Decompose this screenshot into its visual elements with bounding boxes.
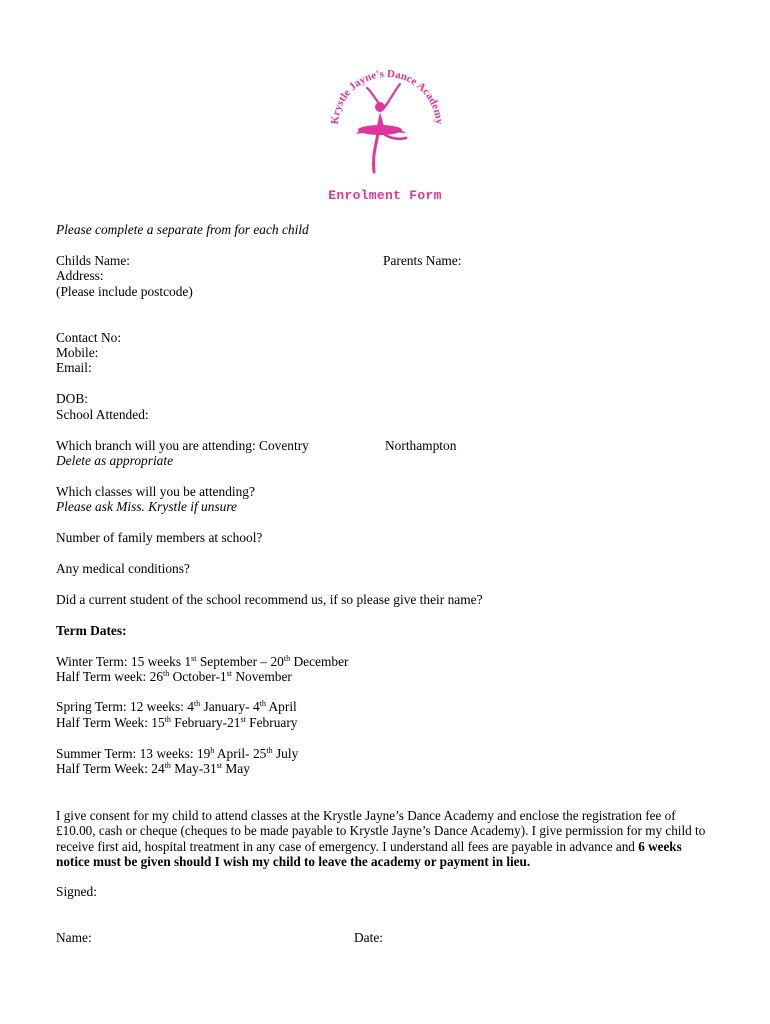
spring-term: Spring Term: 12 weeks: 4th January- 4th April bbox=[56, 699, 297, 714]
childs-name-label: Childs Name: bbox=[56, 253, 131, 268]
dob-label: DOB: bbox=[56, 391, 88, 406]
email-label: Email: bbox=[56, 360, 92, 375]
family-label: Number of family members at school? bbox=[56, 530, 263, 545]
summer-half-term: Half Term Week: 24th May-31st May bbox=[56, 761, 250, 776]
mobile-label: Mobile: bbox=[56, 345, 99, 360]
contact-no-label: Contact No: bbox=[56, 330, 122, 345]
classes-label: Which classes will you be attending? bbox=[56, 484, 255, 499]
term-dates-heading: Term Dates: bbox=[56, 623, 127, 638]
delete-note: Delete as appropriate bbox=[56, 453, 174, 468]
name-label: Name: bbox=[56, 930, 92, 945]
branch-label: Which branch will you are attending: Coventry bbox=[56, 438, 309, 453]
date-label: Date: bbox=[354, 930, 383, 945]
school-label: School Attended: bbox=[56, 407, 149, 422]
parents-name-label: Parents Name: bbox=[383, 253, 462, 268]
summer-term: Summer Term: 13 weeks: 19$^h$ April- 25th July bbox=[56, 746, 299, 761]
address-label: Address: bbox=[56, 268, 104, 283]
form-title: Enrolment Form bbox=[328, 188, 442, 203]
instruction-text: Please complete a separate from for each child bbox=[56, 222, 309, 237]
branch-option-northampton: Northampton bbox=[385, 438, 457, 453]
signed-label: Signed: bbox=[56, 884, 97, 899]
academy-logo bbox=[320, 64, 450, 189]
postcode-note: (Please include postcode) bbox=[56, 284, 193, 299]
logo-text: Krystle Jayne's Dance Academy bbox=[328, 67, 446, 125]
winter-half-term: Half Term week: 26th October-1st November bbox=[56, 669, 292, 684]
winter-term: Winter Term: 15 weeks 1st September – 20th December bbox=[56, 654, 349, 669]
recommend-label: Did a current student of the school recommend us, if so please give their name? bbox=[56, 592, 483, 607]
classes-note: Please ask Miss. Krystle if unsure bbox=[56, 499, 238, 514]
medical-label: Any medical conditions? bbox=[56, 561, 190, 576]
spring-half-term: Half Term Week: 15th February-21st February bbox=[56, 715, 298, 730]
svg-text:Krystle Jayne's Dance Academy bbox=[329, 68, 445, 125]
consent-paragraph: I give consent for my child to attend classes at the Krystle Jayne’s Dance Academy and enclose the registration fee of £10.00, cash or cheque (cheques to be made payable to Krystle Jayne’s Dance Academy). I give permission for my child to receive first aid, hospital treatment in any case of emergency. I understand all fees are payable in advance and 6 weeks notice must be given should I wish my child to leave the academy or payment in lieu. bbox=[56, 808, 706, 869]
